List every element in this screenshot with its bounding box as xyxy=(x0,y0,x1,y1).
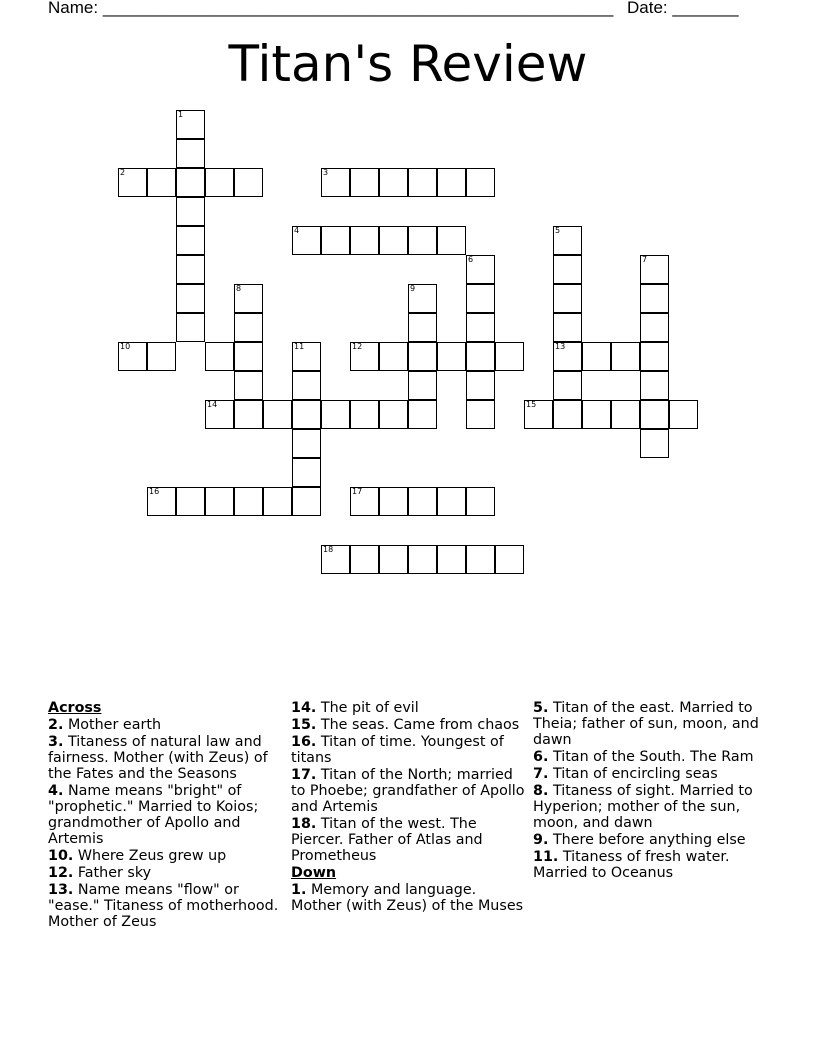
grid-cell[interactable] xyxy=(176,168,205,197)
clue-column-3 xyxy=(533,700,773,882)
grid-cell[interactable] xyxy=(350,545,379,574)
grid-cell[interactable] xyxy=(292,342,321,371)
grid-cell[interactable] xyxy=(292,429,321,458)
name-blank[interactable]: ______________________________________________________ xyxy=(102,0,614,17)
grid-cell[interactable] xyxy=(640,313,669,342)
grid-cell[interactable] xyxy=(176,284,205,313)
clue-across-17: 17. Titan of the North; married to Phoebe; grandfather of Apollo and Artemis xyxy=(291,767,525,815)
clue-across-16: 16. Titan of time. Youngest of titans xyxy=(291,734,504,766)
grid-cell[interactable] xyxy=(234,400,263,429)
grid-cell[interactable] xyxy=(176,197,205,226)
grid-cell[interactable] xyxy=(408,342,437,371)
grid-cell[interactable] xyxy=(640,371,669,400)
grid-cell[interactable] xyxy=(234,284,263,313)
grid-cell[interactable] xyxy=(147,342,176,371)
grid-cell[interactable] xyxy=(437,487,466,516)
grid-cell[interactable] xyxy=(147,168,176,197)
grid-cell[interactable] xyxy=(408,284,437,313)
across-heading: Across xyxy=(48,700,102,716)
grid-cell[interactable] xyxy=(408,313,437,342)
name-label: Name: xyxy=(48,0,99,17)
grid-cell[interactable] xyxy=(321,400,350,429)
clue-down-11: 11. Titaness of fresh water. Married to Oceanus xyxy=(533,849,730,881)
clue-across-18: 18. Titan of the west. The Piercer. Father of Atlas and Prometheus xyxy=(291,816,483,864)
grid-cell[interactable] xyxy=(640,400,669,429)
grid-cell[interactable] xyxy=(350,168,379,197)
clue-across-12: 12. Father sky xyxy=(48,865,152,881)
clue-down-6: 6. Titan of the South. The Ram xyxy=(533,749,754,765)
grid-cell[interactable] xyxy=(350,400,379,429)
date-label: Date: xyxy=(627,0,668,17)
grid-cell[interactable] xyxy=(611,400,640,429)
grid-cell[interactable] xyxy=(495,342,524,371)
clue-down-9: 9. There before anything else xyxy=(533,832,746,848)
grid-cell[interactable] xyxy=(553,255,582,284)
clue-down-7: 7. Titan of encircling seas xyxy=(533,766,718,782)
clue-number: 11 xyxy=(294,342,305,351)
clue-across-10: 10. Where Zeus grew up xyxy=(48,848,227,864)
clue-across-4: 4. Name means "bright" of "prophetic." Married to Koios; grandmother of Apollo and Artemis xyxy=(48,783,259,847)
grid-cell[interactable] xyxy=(379,545,408,574)
grid-cell[interactable] xyxy=(582,400,611,429)
grid-cell[interactable] xyxy=(350,226,379,255)
grid-cell[interactable] xyxy=(408,545,437,574)
grid-cell[interactable] xyxy=(379,168,408,197)
grid-cell[interactable] xyxy=(321,226,350,255)
grid-cell[interactable] xyxy=(408,400,437,429)
grid-cell[interactable] xyxy=(437,168,466,197)
clue-across-2: 2. Mother earth xyxy=(48,717,162,733)
grid-cell[interactable] xyxy=(466,371,495,400)
grid-cell[interactable] xyxy=(350,487,379,516)
grid-cell[interactable] xyxy=(466,313,495,342)
grid-cell[interactable] xyxy=(176,139,205,168)
grid-cell[interactable] xyxy=(466,168,495,197)
grid-cell[interactable] xyxy=(350,342,379,371)
grid-cell[interactable] xyxy=(495,545,524,574)
grid-cell[interactable] xyxy=(292,400,321,429)
grid-cell[interactable] xyxy=(176,226,205,255)
grid-cell[interactable] xyxy=(205,168,234,197)
grid-cell[interactable] xyxy=(640,429,669,458)
grid-cell[interactable] xyxy=(669,400,698,429)
grid-cell[interactable] xyxy=(176,487,205,516)
clue-column-1 xyxy=(48,700,288,931)
grid-cell[interactable] xyxy=(379,342,408,371)
grid-cell[interactable] xyxy=(176,313,205,342)
grid-cell[interactable] xyxy=(437,342,466,371)
clue-down-8: 8. Titaness of sight. Married to Hyperion; mother of the sun, moon, and dawn xyxy=(533,783,753,831)
clue-across-3: 3. Titaness of natural law and fairness. Mother (with Zeus) of the Fates and the Seasons xyxy=(48,734,268,782)
grid-cell[interactable] xyxy=(466,284,495,313)
clue-across-13: 13. Name means "flow" or "ease." Titaness of motherhood. Mother of Zeus xyxy=(48,882,279,930)
clue-across-15: 15. The seas. Came from chaos xyxy=(291,717,520,733)
page-title: Titan's Review xyxy=(228,35,588,93)
grid-cell[interactable] xyxy=(176,110,205,139)
clue-number: 6 xyxy=(468,255,474,264)
grid-cell[interactable] xyxy=(553,313,582,342)
grid-cell[interactable] xyxy=(205,400,234,429)
clue-number: 14 xyxy=(207,400,218,409)
grid-cell[interactable] xyxy=(582,342,611,371)
grid-cell[interactable] xyxy=(292,487,321,516)
grid-cell[interactable] xyxy=(466,255,495,284)
grid-cell[interactable] xyxy=(408,487,437,516)
clue-number: 10 xyxy=(120,342,131,351)
grid-cell[interactable] xyxy=(118,168,147,197)
clue-number: 7 xyxy=(642,255,648,264)
clue-number: 13 xyxy=(555,342,566,351)
date-blank[interactable]: _______ xyxy=(672,0,739,17)
clue-number: 16 xyxy=(149,487,160,496)
grid-cell[interactable] xyxy=(205,342,234,371)
grid-cell[interactable] xyxy=(118,342,147,371)
grid-cell[interactable] xyxy=(379,487,408,516)
grid-cell[interactable] xyxy=(292,226,321,255)
grid-cell[interactable] xyxy=(553,226,582,255)
grid-cell[interactable] xyxy=(466,487,495,516)
grid-cell[interactable] xyxy=(640,255,669,284)
grid-cell[interactable] xyxy=(234,342,263,371)
grid-cell[interactable] xyxy=(408,371,437,400)
grid-cell[interactable] xyxy=(205,487,234,516)
clue-down-1: 1. Memory and language. Mother (with Zeus) of the Muses xyxy=(291,882,524,914)
clue-number: 3 xyxy=(323,168,329,177)
clue-number: 4 xyxy=(294,226,300,235)
grid-cell[interactable] xyxy=(147,487,176,516)
grid-cell[interactable] xyxy=(640,284,669,313)
grid-cell[interactable] xyxy=(292,371,321,400)
clue-down-5: 5. Titan of the east. Married to Theia; father of sun, moon, and dawn xyxy=(533,700,759,748)
grid-cell[interactable] xyxy=(234,487,263,516)
grid-cell[interactable] xyxy=(408,168,437,197)
clue-number: 8 xyxy=(236,284,242,293)
grid-cell[interactable] xyxy=(234,371,263,400)
grid-cell[interactable] xyxy=(553,284,582,313)
clue-across-14: 14. The pit of evil xyxy=(291,700,419,716)
clue-number: 5 xyxy=(555,226,561,235)
grid-cell[interactable] xyxy=(553,342,582,371)
grid-cell[interactable] xyxy=(379,400,408,429)
grid-cell[interactable] xyxy=(234,313,263,342)
clue-number: 15 xyxy=(526,400,537,409)
grid-cell[interactable] xyxy=(437,226,466,255)
down-heading: Down xyxy=(291,865,337,881)
clue-number: 12 xyxy=(352,342,363,351)
grid-cell[interactable] xyxy=(379,226,408,255)
clue-column-2 xyxy=(291,700,529,915)
grid-cell[interactable] xyxy=(524,400,553,429)
grid-cell[interactable] xyxy=(466,342,495,371)
grid-cell[interactable] xyxy=(466,545,495,574)
grid-cell[interactable] xyxy=(321,168,350,197)
clue-number: 9 xyxy=(410,284,416,293)
clue-number: 2 xyxy=(120,168,126,177)
grid-cell[interactable] xyxy=(292,458,321,487)
grid-cell[interactable] xyxy=(611,342,640,371)
grid-cell[interactable] xyxy=(234,168,263,197)
clue-number: 18 xyxy=(323,545,334,554)
grid-cell[interactable] xyxy=(553,400,582,429)
grid-cell[interactable] xyxy=(553,371,582,400)
grid-cell[interactable] xyxy=(466,400,495,429)
clue-number: 1 xyxy=(178,110,184,119)
grid-cell[interactable] xyxy=(263,400,292,429)
grid-cell[interactable] xyxy=(437,545,466,574)
grid-cell[interactable] xyxy=(263,487,292,516)
grid-cell[interactable] xyxy=(640,342,669,371)
grid-cell[interactable] xyxy=(321,545,350,574)
clue-number: 17 xyxy=(352,487,363,496)
grid-cell[interactable] xyxy=(408,226,437,255)
grid-cell[interactable] xyxy=(176,255,205,284)
